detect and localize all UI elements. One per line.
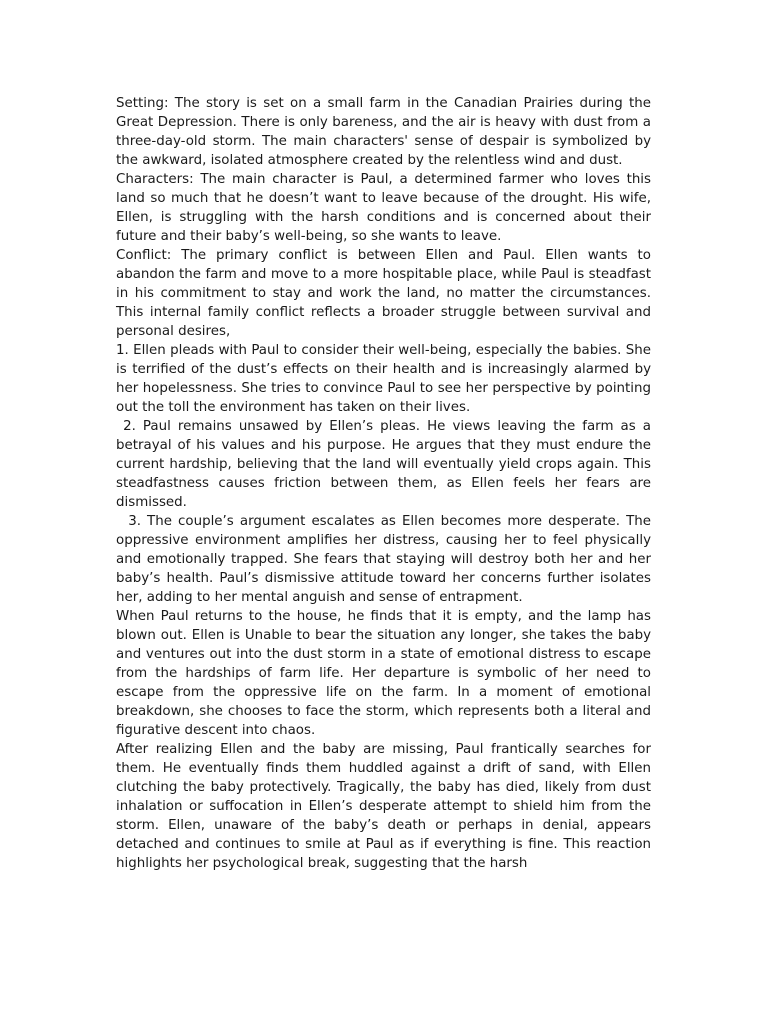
paragraph-point-2: 2. Paul remains unsawed by Ellen’s pleas. He views leaving the farm as a betrayal of his values and his purpose. He argues that they must endure the current hardship, believing that the land will eventually yield crops again. This steadfastness causes friction between them, as Ellen feels her fears are dismissed. [116,419,656,510]
paragraph-characters: Characters: The main character is Paul, a determined farmer who loves this land so much that he doesn’t want to leave because of the drought. His wife, Ellen, is struggling with the harsh conditions and is concerned about their future and their baby’s well-being, so she wants to leave. [116,172,656,244]
paragraph-resolution: After realizing Ellen and the baby are missing, Paul frantically searches for them. He eventually finds them huddled against a drift of sand, with Ellen clutching the baby protectively. Tragically, the baby has died, likely from dust inhalation or suffocation in Ellen’s desperate attempt to shield him from the storm. Ellen, unaware of the baby’s death or perhaps in denial, appears detached and continues to smile at Paul as if everything is fine. This reaction highlights her psychological break, suggesting that the harsh [116,742,656,871]
paragraph-point-3: 3. The couple’s argument escalates as Ellen becomes more desperate. The oppressive environment amplifies her distress, causing her to feel physically and emotionally trapped. She fears that staying will destroy both her and her baby’s health. Paul’s dismissive attitude toward her concerns further isolates her, adding to her mental anguish and sense of entrapment. [116,514,656,605]
paragraph-climax: When Paul returns to the house, he finds that it is empty, and the lamp has blown out. Ellen is Unable to bear the situation any longer, she takes the baby and ventures out into the dust storm in a state of emotional distress to escape from the hardships of farm life. Her departure is symbolic of her need to escape from the oppressive life on the farm. In a moment of emotional breakdown, she chooses to face the storm, which represents both a literal and figurative descent into chaos. [116,609,656,738]
document-body [116,94,656,873]
paragraph-point-1: 1. Ellen pleads with Paul to consider their well-being, especially the babies. She is terrified of the dust’s effects on their health and is increasingly alarmed by her hopelessness. She tries to convince Paul to see her perspective by pointing out the toll the environment has taken on their lives. [116,343,656,415]
paragraph-conflict: Conflict: The primary conflict is between Ellen and Paul. Ellen wants to abandon the farm and move to a more hospitable place, while Paul is steadfast in his commitment to stay and work the land, no matter the circumstances. This internal family conflict reflects a broader struggle between survival and personal desires, [116,248,656,339]
paragraph-setting: Setting: The story is set on a small farm in the Canadian Prairies during the Great Depression. There is only bareness, and the air is heavy with dust from a three-day-old storm. The main characters' sense of despair is symbolized by the awkward, isolated atmosphere created by the relentless wind and dust. [116,96,656,168]
